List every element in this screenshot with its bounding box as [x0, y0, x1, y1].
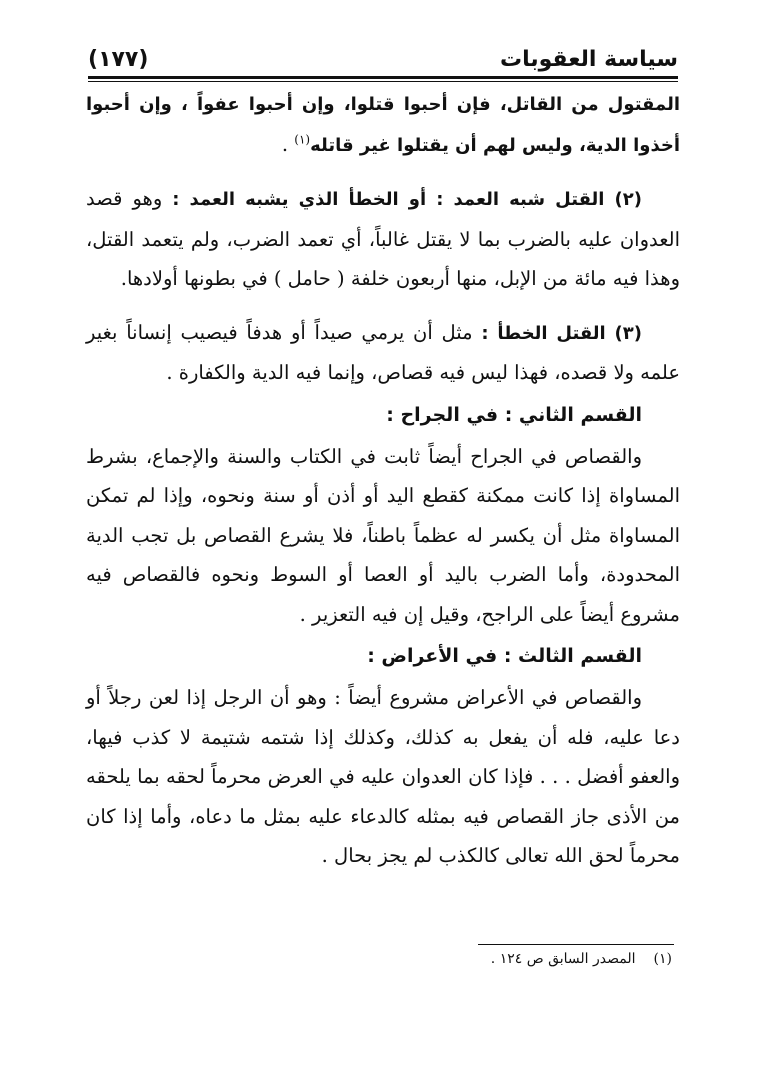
paragraph-continuation [86, 84, 680, 165]
paragraph-accidental [86, 313, 680, 393]
section-heading-wounds: القسم الثاني : في الجراح : [386, 403, 642, 426]
section-heading-honor: القسم الثالث : في الأعراض : [367, 645, 642, 667]
footnote [272, 948, 672, 970]
footnote-text: المصدر السابق ص ١٢٤ . [490, 951, 636, 967]
footnote-marker: (١) [653, 951, 672, 967]
paragraph-wounds: والقصاص في الجراح أيضاً ثابت في الكتاب والسنة والإجماع، بشرط المساواة إذا كانت ممكنة كقطع اليد أو أذن أو سنة ونحوه، وإذا لم تمكن المساواة مثل أن يكسر له عظماً باطناً، فلا يشرع القصاص بل تجب الدية المحدودة، وأما الضرب باليد أو العصا أو السوط ونحوه فالقصاص فيه مشروع أيضاً على الراجح، وقيل إن فيه التعزير . [86, 444, 680, 626]
footnote-reference[interactable]: (١) [294, 132, 311, 146]
paragraph-text: وهو قصد العدوان عليه بالضرب بما لا يقتل غالباً، أي تعمد الضرب، ولم يتعمد القتل، وهذا فيه مائة من الإبل، منها أربعون خلفة ( حامل ) في بطونها أولادها. [86, 187, 680, 290]
paragraph-honor: والقصاص في الأعراض مشروع أيضاً : وهو أن الرجل إذا لعن رجلاً أو دعا عليه، فله أن يفعل به كذلك، وكذلك إذا شتمه شتيمة لا كذب فيها، والعفو أفضل . . . فإذا كان العدوان عليه في العرض محرماً لحقه بما يلحقه من الأذى جاز القصاص فيه بمثله كالدعاء عليه بمثل ما دعاه، وأما إذا كان محرماً لحق الله تعالى كالكذب لم يجز بحال . [86, 686, 680, 867]
bold-quote: المقتول من القاتل، فإن أحبوا قتلوا، وإن أحبوا عفواً ، وإن أحبوا أخذوا الدية، وليس لهم أن يقتلوا غير قاتله [86, 94, 680, 156]
paragraph-end: . [281, 132, 295, 156]
header-rule-thin [88, 81, 678, 82]
header-rule-thick [88, 76, 678, 79]
subheading-semi-intentional: (٢) القتل شبه العمد : أو الخطأ الذي يشبه العمد : [172, 189, 642, 210]
paragraph-semi-intentional [86, 179, 680, 299]
running-title: سياسة العقوبات [500, 47, 678, 72]
subheading-accidental: (٣) القتل الخطأ : [481, 322, 643, 344]
body-text [86, 84, 680, 876]
running-header [88, 36, 678, 72]
page-number: (١٧٧) [88, 47, 149, 72]
paragraph-text: مثل أن يرمي صيداً أو هدفاً فيصيب إنساناً بغير علمه ولا قصده، فهذا ليس فيه قصاص، وإنما فيه الدية والكفارة . [86, 320, 680, 384]
footnote-separator [478, 944, 674, 945]
